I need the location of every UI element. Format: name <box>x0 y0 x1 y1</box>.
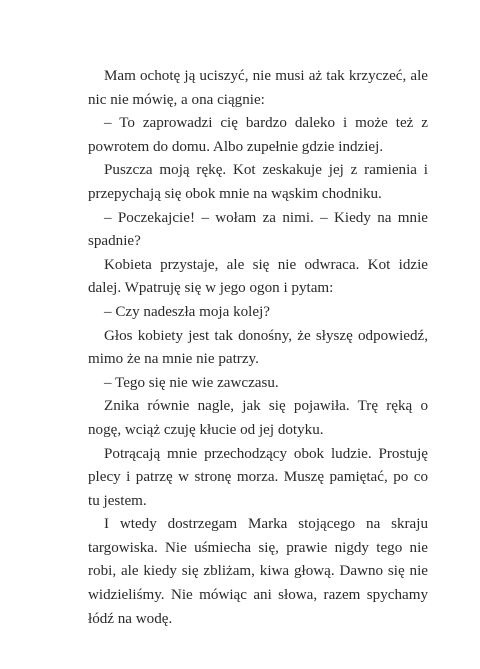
paragraph: Kobieta przystaje, ale się nie odwraca. Kot idzie dalej. Wpatruję się w jego ogon i pytam: <box>88 256 428 297</box>
paragraph: Znika równie nagle, jak się pojawiła. Trę ręką o nogę, wciąż czuję kłucie od jej dotyku. <box>88 398 428 438</box>
page-text <box>88 65 428 631</box>
paragraph: – To zaprowadzi cię bardzo daleko i może też z powrotem do domu. Albo zupełnie gdzie indziej. <box>88 115 428 155</box>
paragraph: Potrącają mnie przechodzący obok ludzie. Prostuję plecy i patrzę w stronę morza. Muszę pamiętać, po co tu jestem. <box>88 445 428 509</box>
paragraph: Puszcza moją rękę. Kot zeskakuje jej z ramienia i przepychają się obok mnie na wąskim chodniku. <box>88 162 428 202</box>
paragraph: – Czy nadeszła moja kolej? <box>104 303 270 320</box>
paragraph: Głos kobiety jest tak donośny, że słyszę odpowiedź, mimo że na mnie nie patrzy. <box>88 327 428 368</box>
paragraph: I wtedy dostrzegam Marka stojącego na skraju targowiska. Nie uśmiecha się, prawie nigdy tego nie robi, ale kiedy się zbliżam, kiwa głową. Dawno się nie widzieliśmy. Nie mówiąc ani słowa, razem spychamy łódź na wodę. <box>88 516 428 627</box>
paragraph: Mam ochotę ją uciszyć, nie musi aż tak krzyczeć, ale nic nie mówię, a ona ciągnie: <box>88 68 428 108</box>
paragraph: – Tego się nie wie zawczasu. <box>104 374 279 391</box>
paragraph: – Poczekajcie! – wołam za nimi. – Kiedy na mnie spadnie? <box>88 209 428 250</box>
